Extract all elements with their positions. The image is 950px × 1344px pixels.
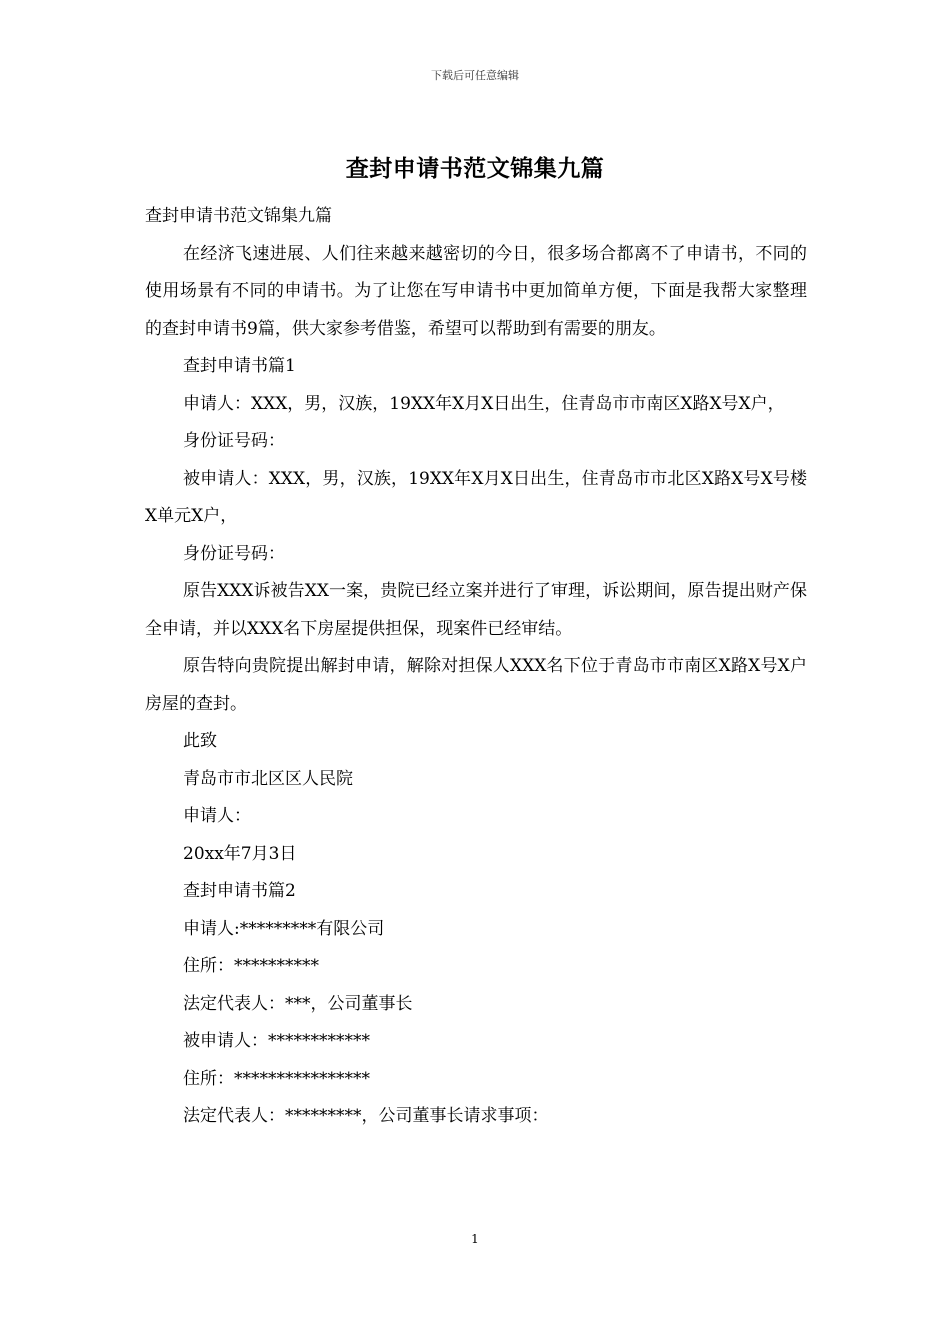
document-title: 查封申请书范文锦集九篇 xyxy=(345,155,605,182)
id-number-line: 身份证号码： xyxy=(183,431,285,451)
respondent-paragraph: 被申请人：XXX，男，汉族，19XX年X月X日出生，住青岛市市北区X路X号X号楼X单元X户， xyxy=(145,468,807,526)
header-note: 下载后可任意编辑 xyxy=(431,69,519,82)
section-heading: 查封申请书篇2 xyxy=(183,881,296,901)
legal-rep-line: 法定代表人：*********，公司董事长请求事项： xyxy=(183,1106,549,1126)
section-heading: 查封申请书篇1 xyxy=(183,356,296,376)
intro-paragraph: 在经济飞速进展、人们往来越来越密切的今日，很多场合都离不了申请书，不同的使用场景有不同的申请书。为了让您在写申请书中更加简单方便，下面是我帮大家整理的查封申请书9篇，供大家参考借鉴，希望可以帮助到有需要的朋友。 xyxy=(145,243,807,339)
applicant-paragraph: 申请人：XXX，男，汉族，19XX年X月X日出生，住青岛市市南区X路X号X户， xyxy=(183,393,785,414)
address-line: 住所：********** xyxy=(183,956,319,976)
signature-line: 申请人： xyxy=(183,806,251,826)
date-line: 20xx年7月3日 xyxy=(183,843,297,864)
legal-rep-line: 法定代表人：***，公司董事长 xyxy=(183,993,413,1014)
applicant-line: 申请人:*********有限公司 xyxy=(183,918,385,939)
subtitle-paragraph: 查封申请书范文锦集九篇 xyxy=(145,206,332,226)
salutation-line: 此致 xyxy=(183,731,217,751)
document-body xyxy=(145,198,807,1136)
request-paragraph: 原告特向贵院提出解封申请，解除对担保人XXX名下位于青岛市市南区X路X号X户房屋的查封。 xyxy=(145,656,807,714)
page-number: 1 xyxy=(471,1232,479,1246)
address-line: 住所：**************** xyxy=(183,1068,370,1089)
id-number-line: 身份证号码： xyxy=(183,543,285,564)
court-line: 青岛市市北区区人民院 xyxy=(183,768,353,789)
case-paragraph: 原告XXX诉被告XX一案，贵院已经立案并进行了审理，诉讼期间，原告提出财产保全申请，并以XXX名下房屋提供担保，现案件已经审结。 xyxy=(145,581,807,639)
respondent-line: 被申请人：************ xyxy=(183,1031,370,1051)
